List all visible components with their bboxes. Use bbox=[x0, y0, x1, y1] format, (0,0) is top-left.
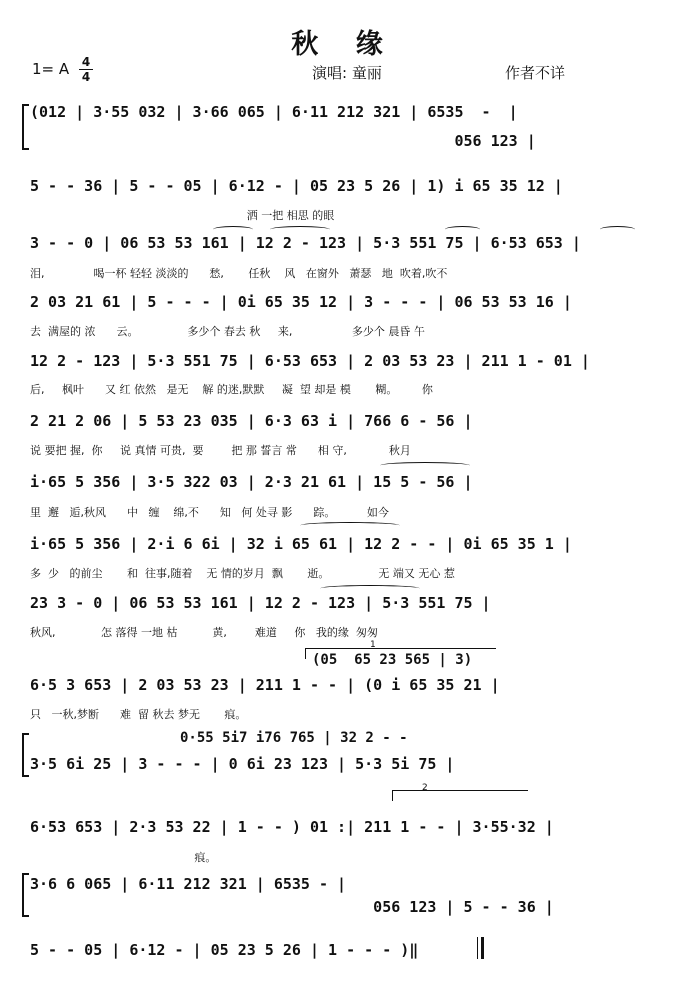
tie-mark bbox=[213, 226, 253, 233]
notation-row: i·65 5 356 | 3·5 322 03 | 2·3 21 61 | 15 5 - 56 | bbox=[30, 473, 473, 491]
notation-row: 6·53 653 | 2·3 53 22 | 1 - - ) 01 :| 211 1 - - | 3·55·32 | bbox=[30, 818, 554, 836]
lyric-row: 只 一秋,梦断 难 留 秋去 梦无 痕。 bbox=[30, 708, 247, 721]
notation-row: 3·5 6i 25 | 3 - - - | 0 6i 23 123 | 5·3 5i 75 | bbox=[30, 755, 455, 773]
tie-mark bbox=[320, 585, 420, 592]
lyric-row: 秋风, 怎 落得 一地 枯 黄, 难道 你 我的缘 匆匆 bbox=[30, 626, 378, 639]
notation-row: 6·5 3 653 | 2 03 53 23 | 211 1 - - | (0 i 65 35 21 | bbox=[30, 676, 500, 694]
time-numerator: 4 bbox=[81, 55, 91, 69]
tie-mark bbox=[445, 226, 480, 233]
notation-row: (012 | 3·55 032 | 3·66 065 | 6·11 212 321 | 6535 - | bbox=[30, 103, 518, 121]
score-insert-a: (05 65 23 565 | 3) bbox=[312, 652, 473, 668]
volta-two-number: 2 bbox=[422, 783, 428, 793]
lyric-row: 去 满屋的 浓 云。 多少个 春去 秋 来, 多少个 晨昏 午 bbox=[30, 325, 425, 338]
lyric-row: 痕。 bbox=[30, 851, 217, 864]
notation-row: 056 123 | bbox=[30, 132, 536, 150]
system-bracket bbox=[22, 873, 29, 917]
system-bracket bbox=[22, 733, 29, 777]
author-credit: 作者不详 bbox=[505, 64, 566, 82]
tie-mark bbox=[270, 226, 330, 233]
notation-row: 3 - - 0 | 06 53 53 161 | 12 2 - 123 | 5·3 551 75 | 6·53 653 | bbox=[30, 234, 581, 252]
notation-row: 2 03 21 61 | 5 - - - | 0i 65 35 12 | 3 - - - | 06 53 53 16 | bbox=[30, 293, 572, 311]
final-barline-thick bbox=[481, 937, 484, 959]
volta-two-bracket bbox=[392, 790, 528, 801]
final-barline-thin bbox=[477, 937, 478, 959]
notation-row: 3·6 6 065 | 6·11 212 321 | 6535 - | bbox=[30, 875, 347, 893]
notation-row: 5 - - 05 | 6·12 - | 05 23 5 26 | 1 - - - )‖ bbox=[30, 941, 419, 959]
lyric-row: 洒 一把 相思 的眼 bbox=[30, 209, 335, 222]
notation-row: 2 21 2 06 | 5 53 23 035 | 6·3 63 i | 766 6 - 56 | bbox=[30, 412, 473, 430]
key-signature: 1= A bbox=[32, 60, 70, 78]
notation-row: 12 2 - 123 | 5·3 551 75 | 6·53 653 | 2 03 53 23 | 211 1 - 01 | bbox=[30, 352, 590, 370]
system-bracket bbox=[22, 104, 29, 150]
tie-mark bbox=[380, 462, 470, 469]
volta-one-number: 1 bbox=[370, 640, 376, 650]
singer-credit: 演唱: 童丽 bbox=[312, 64, 382, 82]
lyric-row: 后, 枫叶 又 红 依然 是无 解 的迷,默默 凝 望 却是 模 糊。 你 bbox=[30, 383, 433, 396]
lyric-row: 泪, 喝一杯 轻轻 淡淡的 愁, 任秋 风 在窗外 萧瑟 地 吹着,吹不 bbox=[30, 267, 448, 280]
lyric-row: 多 少 的前尘 和 往事,随着 无 情的岁月 飘 逝。 无 端又 无心 惹 bbox=[30, 567, 455, 580]
lyric-row: 说 要把 握, 你 说 真情 可贵, 要 把 那 誓言 常 相 守, 秋月 bbox=[30, 444, 411, 457]
time-signature bbox=[78, 56, 94, 83]
tie-mark bbox=[600, 226, 635, 233]
notation-row: 056 123 | 5 - - 36 | bbox=[30, 898, 554, 916]
tie-mark bbox=[300, 522, 400, 529]
volta-one-bracket bbox=[305, 648, 496, 659]
score-insert-b: 0·55 5i7 i76 765 | 32 2 - - bbox=[180, 730, 408, 746]
lyric-row: 里 邂 逅,秋风 中 缠 绵,不 知 何 处寻 影 踪。 如今 bbox=[30, 506, 389, 519]
time-denominator: 4 bbox=[81, 70, 91, 84]
song-title: 秋 缘 bbox=[291, 29, 397, 60]
notation-row: 5 - - 36 | 5 - - 05 | 6·12 - | 05 23 5 26 | 1) i 65 35 12 | bbox=[30, 177, 563, 195]
notation-row: 23 3 - 0 | 06 53 53 161 | 12 2 - 123 | 5·3 551 75 | bbox=[30, 594, 491, 612]
notation-row: i·65 5 356 | 2·i 6 6i | 32 i 65 61 | 12 2 - - | 0i 65 35 1 | bbox=[30, 535, 572, 553]
